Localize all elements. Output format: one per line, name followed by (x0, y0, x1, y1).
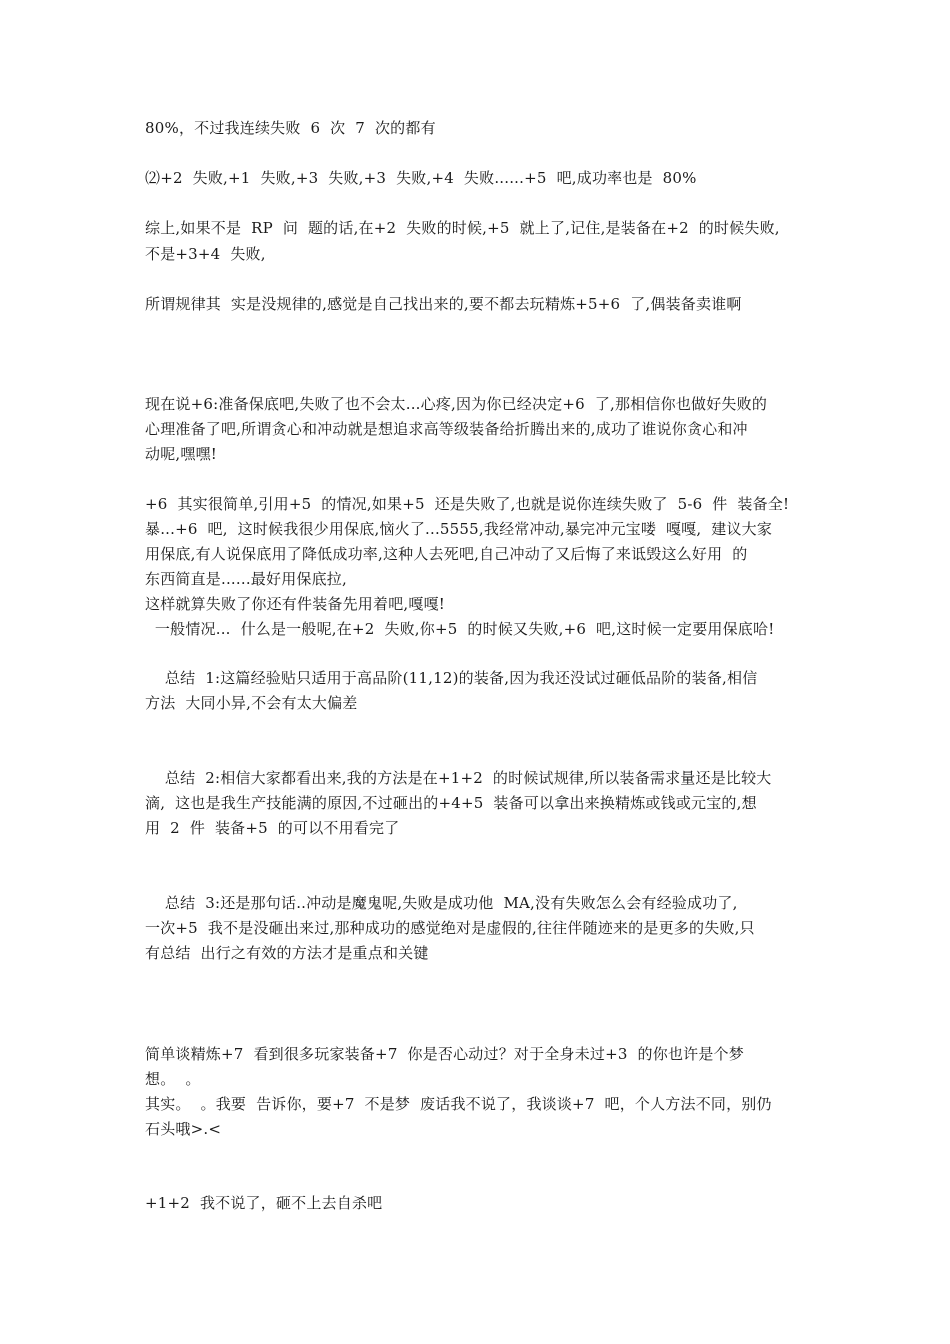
text-line: 想。 。 (145, 1070, 201, 1088)
text-line: ⑵+2 失败,+1 失败,+3 失败,+3 失败,+4 失败......+5 吧,成功率也是 80% (145, 169, 697, 187)
text-line: 简单谈精炼+7 看到很多玩家装备+7 你是否心动过？对于全身未过+3 的你也许是个梦 (145, 1045, 744, 1063)
text-line: 不是+3+4 失败, (145, 245, 266, 263)
text-line: 综上,如果不是 RP 问 题的话,在+2 失败的时候,+5 就上了,记住,是装备在+2 的时候失败, (145, 219, 780, 237)
text-line: 用 2 件 装备+5 的可以不用看完了 (145, 819, 400, 837)
text-line: 用保底,有人说保底用了降低成功率,这种人去死吧,自己冲动了又后悔了来诋毁这么好用 的 (145, 545, 748, 563)
text-line: +6 其实很简单,引用+5 的情况,如果+5 还是失败了,也就是说你连续失败了 5-6 件 装备全! (145, 495, 790, 513)
text-line: 80%，不过我连续失败 6 次 7 次的都有 (145, 119, 436, 137)
text-line: 动呢,嘿嘿! (145, 445, 217, 463)
text-line: 心理准备了吧,所谓贪心和冲动就是想追求高等级装备给折腾出来的,成功了谁说你贪心和冲 (145, 420, 748, 438)
text-line: +1+2 我不说了，砸不上去自杀吧 (145, 1194, 383, 1212)
text-line: 其实。 。我要 告诉你，要+7 不是梦 废话我不说了，我谈谈+7 吧，个人方法不同，别仍 (145, 1095, 772, 1113)
text-line: 东西简直是......最好用保底拉, (145, 570, 347, 588)
text-line: 一次+5 我不是没砸出来过,那种成功的感觉绝对是虚假的,往往伴随迹来的是更多的失败,只 (145, 919, 755, 937)
text-line: 总结 3:还是那句话..冲动是魔鬼呢,失败是成功他 MA,没有失败怎么会有经验成功了, (145, 894, 738, 912)
text-line: 这样就算失败了你还有件装备先用着吧,嘎嘎! (145, 595, 445, 613)
text-line: 石头哦>.< (145, 1120, 222, 1138)
text-line: 总结 1:这篇经验贴只适用于高品阶(11,12)的装备,因为我还没试过砸低品阶的装备,相信 (145, 669, 758, 687)
text-line: 暴...+6 吧, 这时候我很少用保底,恼火了...5555,我经常冲动,暴完冲元宝喽 嘎嘎, 建议大家 (145, 520, 773, 538)
text-line: 所谓规律其 实是没规律的,感觉是自己找出来的,要不都去玩精炼+5+6 了,偶装备卖谁啊 (145, 295, 742, 313)
text-line: 现在说+6:准备保底吧,失败了也不会太...心疼,因为你已经决定+6 了,那相信你也做好失败的 (145, 395, 768, 413)
text-line: 有总结 出行之有效的方法才是重点和关键 (145, 944, 429, 962)
text-line: 滴, 这也是我生产技能满的原因,不过砸出的+4+5 装备可以拿出来换精炼或钱或元宝的,想 (145, 794, 757, 812)
text-line: 方法 大同小异,不会有太大偏差 (145, 694, 358, 712)
text-line: 一般情况... 什么是一般呢,在+2 失败,你+5 的时候又失败,+6 吧,这时候一定要用保底哈! (145, 620, 775, 638)
text-line: 总结 2:相信大家都看出来,我的方法是在+1+2 的时候试规律,所以装备需求量还是比较大 (145, 769, 772, 787)
